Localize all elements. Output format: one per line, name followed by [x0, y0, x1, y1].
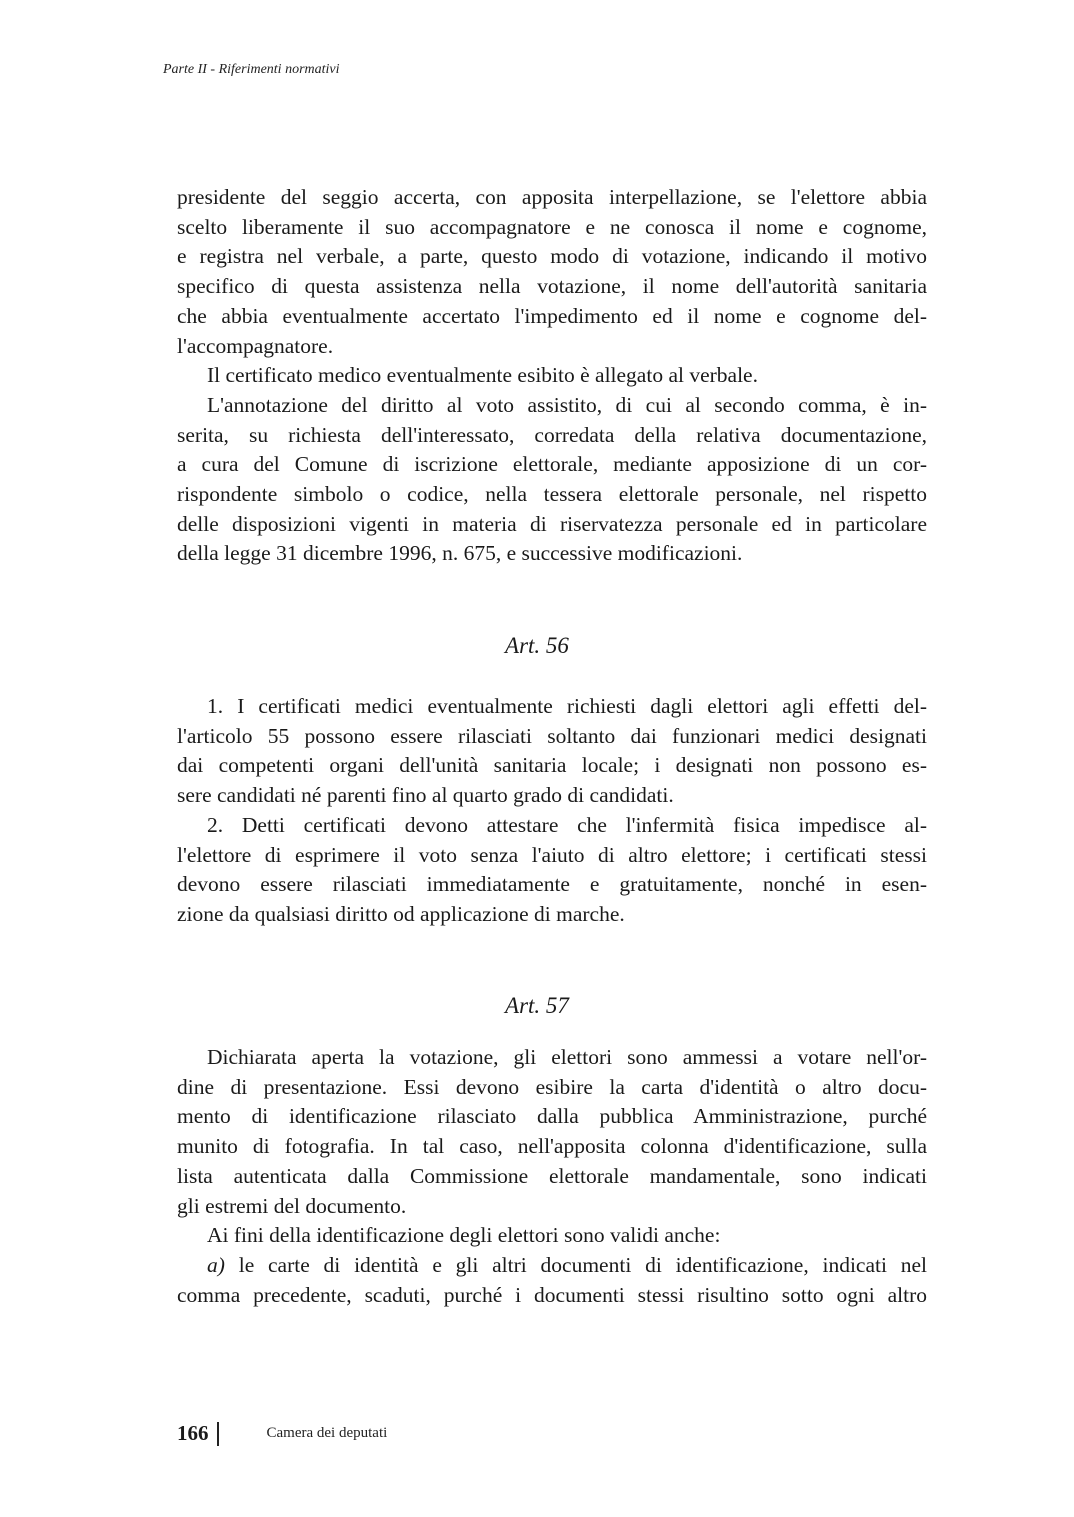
text-line: L'annotazione del diritto al voto assistito, di cui al secondo comma, è in-	[207, 392, 927, 417]
page-number: 166	[177, 1421, 209, 1445]
text-line: zione da qualsiasi diritto od applicazione di marche.	[177, 901, 625, 926]
text-line: l'elettore di esprimere il voto senza l'aiuto di altro elettore; i certificati stessi	[177, 842, 927, 867]
text-line: l'articolo 55 possono essere rilasciati soltanto dai funzionari medici designati	[177, 723, 927, 748]
text-line: scelto liberamente il suo accompagnatore e ne conosca il nome e cognome,	[177, 214, 927, 239]
page-footer	[177, 1421, 387, 1446]
running-head: Parte II - Riferimenti normativi	[163, 62, 340, 77]
text-line: Il certificato medico eventualmente esibito è allegato al verbale.	[207, 363, 758, 388]
text-line: 2. Detti certificati devono attestare che l'infermità fisica impedisce al-	[207, 812, 927, 837]
list-item-a	[177, 1251, 927, 1281]
text-line: dai competenti organi dell'unità sanitaria locale; i designati non possono es-	[177, 753, 927, 778]
item-marker: a)	[207, 1252, 225, 1277]
text-line: 1. I certificati medici eventualmente richiesti dagli elettori agli effetti del-	[207, 694, 927, 718]
footer-divider	[217, 1422, 219, 1446]
text-line: devono essere rilasciati immediatamente e gratuitamente, nonché in esen-	[177, 872, 927, 897]
text-line: dine di presentazione. Essi devono esibire la carta d'identità o altro docu-	[177, 1074, 927, 1099]
text-line: l'accompagnatore.	[177, 333, 334, 358]
footer-label: Camera dei deputati	[266, 1425, 388, 1441]
text-line: a cura del Comune di iscrizione elettorale, mediante apposizione di un cor-	[177, 452, 927, 477]
text-line: e registra nel verbale, a parte, questo modo di votazione, indicando il motivo	[177, 244, 927, 269]
text-line: serita, su richiesta dell'interessato, corredata della relativa documentazione,	[177, 422, 927, 447]
article-57-text	[177, 1043, 927, 1310]
text-line: sere candidati né parenti fino al quarto grado di candidati.	[177, 783, 674, 808]
text-line: presidente del seggio accerta, con apposita interpellazione, se l'elettore abbia	[177, 185, 927, 209]
text-line: della legge 31 dicembre 1996, n. 675, e successive modificazioni.	[177, 541, 743, 566]
text-line: mento di identificazione rilasciato dalla pubblica Amministrazione, purché	[177, 1104, 927, 1129]
text-line: lista autenticata dalla Commissione elettorale mandamentale, sono indicati	[177, 1163, 927, 1188]
article-heading: Art. 56	[505, 633, 569, 658]
text-line: comma precedente, scaduti, purché i documenti stessi risultino sotto ogni altro	[177, 1282, 927, 1307]
text-line: Dichiarata aperta la votazione, gli elettori sono ammessi a votare nell'or-	[207, 1045, 927, 1069]
text-line: Ai fini della identificazione degli elettori sono validi anche:	[207, 1223, 721, 1248]
text-line: munito di fotografia. In tal caso, nell'apposita colonna d'identificazione, sulla	[177, 1134, 927, 1159]
text-line: le carte di identità e gli altri documenti di identificazione, indicati nel	[238, 1252, 928, 1277]
text-line: che abbia eventualmente accertato l'impedimento ed il nome e cognome del-	[177, 303, 927, 328]
article-heading: Art. 57	[505, 993, 569, 1018]
text-line: rispondente simbolo o codice, nella tessera elettorale personale, nel rispetto	[177, 482, 927, 507]
text-line: specifico di questa assistenza nella votazione, il nome dell'autorità sanitaria	[177, 274, 927, 299]
article-56-text	[177, 692, 927, 930]
text-line: delle disposizioni vigenti in materia di riservatezza personale ed in particolare	[177, 511, 927, 536]
text-line: gli estremi del documento.	[177, 1193, 407, 1218]
section-top-text	[177, 183, 927, 569]
